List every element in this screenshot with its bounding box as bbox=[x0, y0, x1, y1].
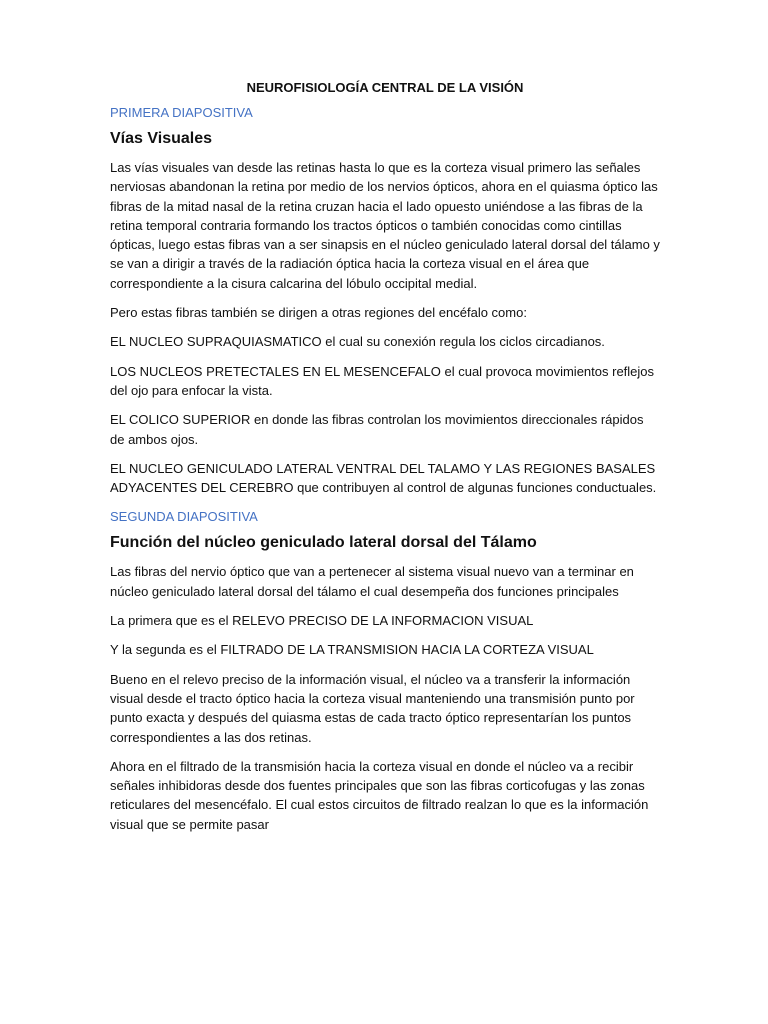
paragraph: Las fibras del nervio óptico que van a pertenecer al sistema visual nuevo van a terminar en núcleo geniculado lateral dorsal del tálamo el cual desempeña dos funciones principales bbox=[110, 564, 634, 599]
paragraph: LOS NUCLEOS PRETECTALES EN EL MESENCEFALO el cual provoca movimientos reflejos del ojo para enfocar la vista. bbox=[110, 363, 655, 398]
paragraph: Y la segunda es el FILTRADO DE LA TRANSMISION HACIA LA CORTEZA VISUAL bbox=[110, 642, 594, 658]
section-heading: Vías Visuales bbox=[110, 130, 212, 147]
slide-label: SEGUNDA DIAPOSITIVA bbox=[110, 509, 258, 525]
paragraph: EL NUCLEO GENICULADO LATERAL VENTRAL DEL TALAMO Y LAS REGIONES BASALES ADYACENTES DEL CEREBRO que contribuyen al control de algunas funciones conductuales. bbox=[110, 460, 657, 496]
paragraph: EL NUCLEO SUPRAQUIASMATICO el cual su conexión regula los ciclos circadianos. bbox=[110, 334, 605, 350]
paragraph: La primera que es el RELEVO PRECISO DE LA INFORMACION VISUAL bbox=[110, 613, 534, 629]
paragraph: Las vías visuales van desde las retinas hasta lo que es la corteza visual primero las señales nerviosas abandonan la retina por medio de los nervios ópticos, ahora en el quiasma óptico las fibras de la mitad nasal de la retina cruzan hacia el lado opuesto uniéndose a las fibras de la retina temporal contraria formando los tractos ópticos o también conocidas como cintillas ópticas, luego estas fibras van a ser sinapsis en el núcleo geniculado lateral dorsal del tálamo y se van a dirigir a través de la radiación óptica hacia la corteza visual en el área que correspondiente a la cisura calcarina del lóbulo occipital medial. bbox=[110, 160, 660, 291]
section-primera-diapositiva bbox=[110, 103, 660, 497]
section-heading: Función del núcleo geniculado lateral dorsal del Tálamo bbox=[110, 534, 537, 552]
paragraph: Bueno en el relevo preciso de la información visual, el núcleo va a transferir la información visual desde el tracto óptico hacia la corteza visual manteniendo una transmisión punto por punto exacta y después del quiasma estas de cada tracto óptico representarían los puntos correspondientes a las dos retinas. bbox=[110, 671, 635, 745]
paragraph: Pero estas fibras también se dirigen a otras regiones del encéfalo como: bbox=[110, 305, 527, 321]
section-segunda-diapositiva bbox=[110, 507, 660, 834]
paragraph: Ahora en el filtrado de la transmisión hacia la corteza visual en donde el núcleo va a recibir señales inhibidoras desde dos fuentes principales que son las fibras corticofugas y las zonas reticulares del mesencéfalo. El cual estos circuitos de filtrado realzan lo que es la información visual que se permite pasar bbox=[110, 758, 649, 832]
document-body bbox=[110, 78, 660, 844]
paragraph: EL COLICO SUPERIOR en donde las fibras controlan los movimientos direccionales rápidos de ambos ojos. bbox=[110, 412, 644, 447]
slide-label: PRIMERA DIAPOSITIVA bbox=[110, 105, 253, 120]
document-title: NEUROFISIOLOGÍA CENTRAL DE LA VISIÓN bbox=[246, 80, 524, 95]
